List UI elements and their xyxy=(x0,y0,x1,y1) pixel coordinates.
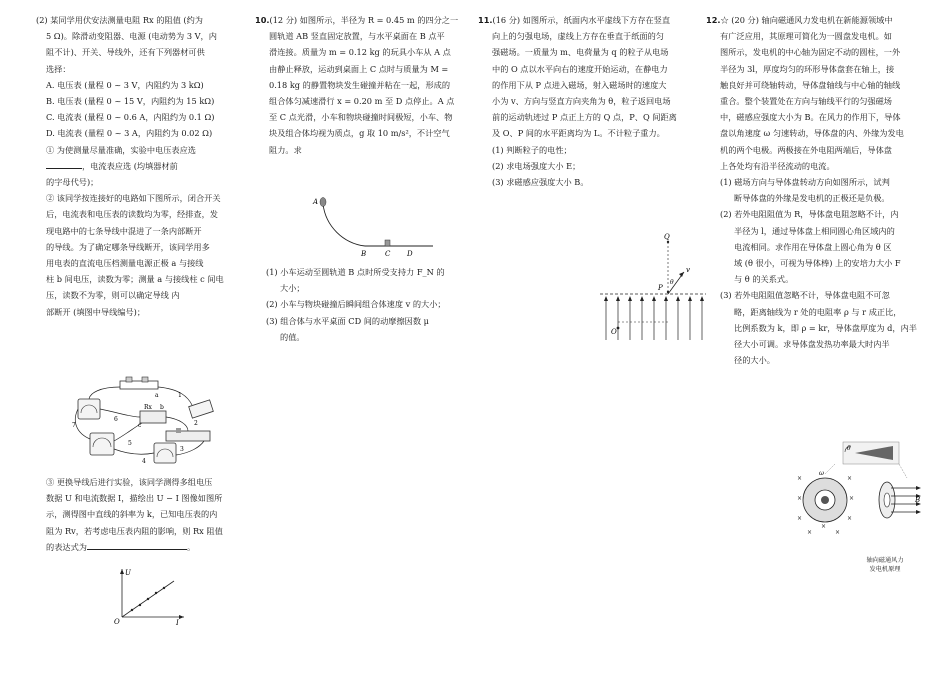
wire-label-2: 2 xyxy=(194,420,198,427)
svg-text:×: × xyxy=(821,523,827,530)
sub-question: (1) 小车运动至圆轨道 B 点时所受支持力 F_N 的 xyxy=(266,267,445,277)
text-line: 前的运动轨迹过 P 点正上方的 Q 点，P、Q 间距离 xyxy=(492,112,677,123)
text-line: 触良好并可绕轴转动，导体盘轴线与中心轴的轴线 xyxy=(720,79,901,90)
text-line: 及 O、P 间的水平距离均为 L。不计粒子重力。 xyxy=(492,128,665,139)
circuit-diagram xyxy=(70,375,220,465)
figure-caption xyxy=(850,556,920,574)
text-line: 部断开 (填图中导线编号)； xyxy=(46,306,146,317)
graph-y-label: U xyxy=(125,569,131,577)
field-label-p: P xyxy=(658,284,663,292)
sub-question: 略，距离轴线为 r 处的电阻率 ρ 与 r 成正比， xyxy=(734,306,902,317)
text-line: 的作用下从 P 点进入磁场，射入磁场时的速度大 xyxy=(492,79,667,90)
field-label-v: v xyxy=(686,266,690,274)
track-label-b: B xyxy=(361,250,367,258)
text-line: 10.(12 分) 如图所示，半径为 R = 0.45 m 的四分之一 xyxy=(255,15,459,25)
graph-x-label: I xyxy=(176,619,179,625)
question-12 xyxy=(706,12,930,368)
sub-question: (1) 判断粒子的电性； xyxy=(492,144,572,155)
text-line: 向上的匀强电场，虚线上方存在垂直于纸面的匀 xyxy=(492,31,664,42)
sub-question: 电流相同。求作用在导体盘上圆心角为 θ 区 xyxy=(734,241,892,252)
disc-label-theta: θ xyxy=(847,445,851,452)
text-line: ① 为使测量尽量准确，实验中电压表应选 xyxy=(46,144,196,155)
text-line: 阻为 Rv，若考虑电压表内阻的影响，则 Rx 阻值 xyxy=(46,525,223,536)
text-line: 用电表的直流电压档测量电源正极 a 与接线 xyxy=(46,258,204,269)
svg-text:×: × xyxy=(849,495,855,502)
text-line: 后，电流表和电压表的读数均为零，经排查，发 xyxy=(46,209,218,220)
text-line: 0.18 kg 的静置物块发生碰撞并粘在一起，形成的 xyxy=(269,79,451,90)
question-11 xyxy=(478,12,700,190)
option-b: B. 电压表 (量程 0 ~ 15 V，内阻约为 15 kΩ) xyxy=(46,96,215,107)
answer-blank[interactable] xyxy=(87,539,187,550)
svg-text:×: × xyxy=(807,529,813,536)
text-line: 阻不计)、开关、导线外，还有下列器材可供 xyxy=(46,47,205,58)
left-column-part3 xyxy=(36,474,248,555)
sub-question: (1) 磁场方向与导体盘转动方向如图所示，试判 xyxy=(720,177,890,188)
svg-text:×: × xyxy=(797,475,803,482)
text-line: 示，测得图中直线的斜率为 k，已知电压表的内 xyxy=(46,509,218,520)
text-line: 有广泛应用，其原理可简化为一圆盘发电机。如 xyxy=(720,31,892,42)
text-line: 现电路中的七条导线中混进了一条内部断开 xyxy=(46,225,202,236)
option-d: D. 电流表 (量程 0 ~ 3 A，内阻约为 0.02 Ω) xyxy=(46,128,213,139)
text-line: 机的两个电极。两极接在外电阻两端后，导体盘 xyxy=(720,144,892,155)
question-number: 10. xyxy=(255,15,270,25)
text-line: 11.(16 分) 如图所示，纸面内水平虚线下方存在竖直 xyxy=(478,15,671,25)
sub-question: 径大小可调。求导体盘发热功率最大时内半 xyxy=(734,339,890,350)
answer-blank[interactable] xyxy=(46,158,82,169)
text-line: 盘以角速度 ω 匀速转动，导体盘的内、外缘为发电 xyxy=(720,128,904,139)
circuit-label-b: b xyxy=(160,404,164,411)
sub-question: 的值。 xyxy=(280,331,305,342)
text-line: 压，读数不为零，则可以确定导线 内 xyxy=(46,290,180,301)
field-label-o: O xyxy=(611,328,617,336)
text-line: ，电流表应选 (均填器材前 xyxy=(36,158,248,174)
sub-question: (3) 求磁感应强度大小 B。 xyxy=(492,177,589,188)
sub-question: 断导体盘的外缘是发电机的正极还是负极。 xyxy=(734,193,890,204)
field-label-q: Q xyxy=(664,233,670,241)
track-diagram xyxy=(305,190,445,260)
text-line: 的字母代号)； xyxy=(46,177,99,188)
text-line: 半径为 3l，厚度均匀的环形导体盘套在轴上，接 xyxy=(720,63,895,74)
sub-question: 比例系数为 k，即 ρ = kr，导体盘厚度为 d，内半 xyxy=(734,322,917,333)
sub-question: 半径为 l，通过导体盘上相同圆心角区域内的 xyxy=(734,225,895,236)
option-a: A. 电压表 (量程 0 ~ 3 V，内阻约为 3 kΩ) xyxy=(46,79,204,90)
u-i-graph xyxy=(112,565,188,625)
text-line: ② 该同学按连接好的电路如下图所示，闭合开关 xyxy=(46,193,221,204)
svg-text:×: × xyxy=(797,495,803,502)
text-line: 圆轨道 AB 竖直固定放置，与水平桌面在 B 点平 xyxy=(269,31,445,42)
text-line: 12.☆ (20 分) 轴向磁通风力发电机在新能源领域中 xyxy=(706,15,893,25)
disc-label-b: B xyxy=(915,496,921,504)
disc-generator-diagram xyxy=(795,438,925,548)
wire-label-5: 5 xyxy=(128,440,132,447)
text-line: 由静止释放，运动到桌面上 C 点时与质量为 M = xyxy=(269,63,449,74)
sub-question: (2) 求电场强度大小 E； xyxy=(492,160,581,171)
text-line: 块及组合体均视为质点，g 取 10 m/s²，不计空气 xyxy=(269,128,450,139)
track-label-d: D xyxy=(407,250,413,258)
track-label-c: C xyxy=(385,250,391,258)
sub-question: 域 (θ 很小，可视为导体棒) 上的安培力大小 F xyxy=(734,258,901,269)
text-line: 5 Ω)。除滑动变阻器、电源 (电动势为 3 V，内 xyxy=(46,31,217,42)
question-10 xyxy=(255,12,473,158)
caption-line: 轴向磁通风力 xyxy=(866,557,904,564)
text-line: 阻力。求 xyxy=(269,144,302,155)
text-line: 柱 b 间电压，读数为零；测量 a 与接线柱 c 间电 xyxy=(46,274,224,285)
sub-question: (2) 若外电阻阻值为 R，导体盘电阻忽略不计，内 xyxy=(720,209,899,220)
text-line: 图所示，发电机的中心轴为固定不动的圆柱，一外 xyxy=(720,47,901,58)
sub-question: (2) 小车与物块碰撞后瞬间组合体速度 v 的大小； xyxy=(266,299,446,310)
text-line: 数据 U 和电流数据 I，描绘出 U − I 图像如图所 xyxy=(46,493,223,504)
text-line: 组合体匀减速滑行 x = 0.20 m 至 D 点停止。A 点 xyxy=(269,96,455,107)
text-line: 中的 O 点以水平向右的速度开始运动，在静电力 xyxy=(492,63,668,74)
sub-question: 大小； xyxy=(280,283,305,294)
svg-text:×: × xyxy=(847,475,853,482)
svg-text:×: × xyxy=(835,529,841,536)
graph-origin-label: O xyxy=(114,618,120,625)
text-line: 重合。整个装置处在方向与轴线平行的匀强磁场 xyxy=(720,96,892,107)
track-label-a: A xyxy=(313,198,319,206)
wire-label-3: 3 xyxy=(180,446,184,453)
wire-label-6: 6 xyxy=(114,416,118,423)
text-line: 的导线。为了确定哪条导线断开，该同学用多 xyxy=(46,241,210,252)
sub-question: 与 θ 的关系式。 xyxy=(734,274,794,285)
text-line: 强磁场。一质量为 m、电荷量为 q 的粒子从电场 xyxy=(492,47,669,58)
sub-question: (3) 若外电阻阻值忽略不计，导体盘电阻不可忽 xyxy=(720,290,890,301)
field-label-theta: θ xyxy=(670,279,674,286)
left-column xyxy=(36,12,248,320)
text-line: 小为 v、方向与竖直方向夹角为 θ，粒子返回电场 xyxy=(492,96,671,107)
text-line: (2) 某同学用伏安法测量电阻 Rx 的阻值 (约为 xyxy=(36,15,203,25)
text-line: 选择： xyxy=(46,63,71,74)
wire-label-4: 4 xyxy=(142,458,146,465)
wire-label-1: 1 xyxy=(178,392,182,399)
wire-label-7: 7 xyxy=(72,422,76,429)
text-line: 滑连接。质量为 m = 0.12 kg 的玩具小车从 A 点 xyxy=(269,47,451,58)
circuit-label-rx: Rx xyxy=(144,404,152,411)
svg-text:×: × xyxy=(847,515,853,522)
text-line: 的表达式为 。 xyxy=(36,539,248,555)
text-line: ③ 更换导线后进行实验，该同学测得多组电压 xyxy=(46,477,213,487)
circuit-label-a: a xyxy=(155,392,159,399)
text-line: 中，磁感应强度大小为 B。在风力的作用下，导体 xyxy=(720,112,901,123)
sub-question: (3) 组合体与水平桌面 CD 间的动摩擦因数 μ xyxy=(266,315,429,326)
option-c: C. 电流表 (量程 0 ~ 0.6 A，内阻约为 0.1 Ω) xyxy=(46,112,215,123)
caption-line: 发电机原理 xyxy=(869,566,901,573)
question-10-subparts xyxy=(266,264,474,345)
disc-label-omega: ω xyxy=(819,470,824,477)
text-line: 上各处均有沿半径流动的电流。 xyxy=(720,160,835,171)
text-line: 至 C 点光滑，小车和物块碰撞时间极短，小车、物 xyxy=(269,112,453,123)
circuit-label-c: c xyxy=(138,422,142,429)
sub-question: 径的大小。 xyxy=(734,355,775,366)
question-number: 11. xyxy=(478,15,493,25)
question-number: 12. xyxy=(706,15,721,25)
svg-text:×: × xyxy=(797,515,803,522)
field-diagram xyxy=(598,232,708,342)
